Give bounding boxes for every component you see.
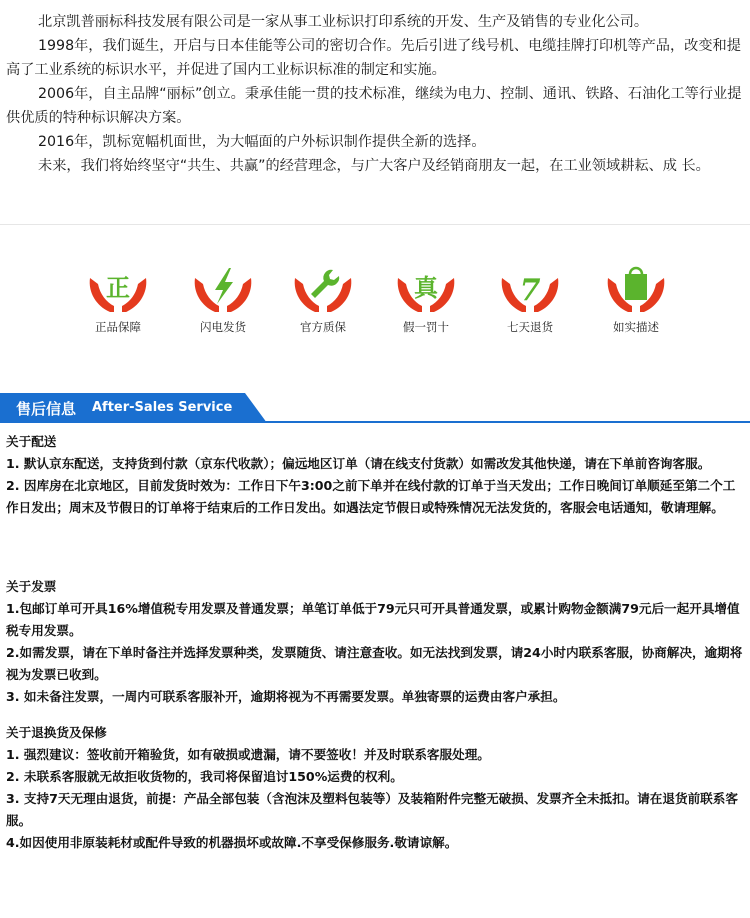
badge-genuine — [80, 262, 156, 334]
company-intro — [6, 10, 744, 178]
section-heading: 关于退换货及保修 — [6, 725, 107, 740]
badge-caption: 官方质保 — [300, 320, 346, 334]
svg-text:正: 正 — [106, 274, 130, 302]
intro-paragraph: 北京凯普丽标科技发展有限公司是一家从事工业标识打印系统的开发、生产及销售的专业化公司。 — [38, 14, 649, 30]
section-heading: 关于发票 — [6, 579, 57, 594]
banner-title-cn: 售后信息 — [16, 400, 77, 418]
section-heading: 关于配送 — [6, 434, 57, 449]
badge-caption: 七天退货 — [507, 320, 553, 334]
svg-text:7: 7 — [519, 273, 541, 308]
badge-lightning — [185, 262, 261, 334]
section-invoice — [6, 576, 746, 708]
intro-paragraph: 未来，我们将始终坚守“共生、共赢”的经营理念，与广大客户及经销商朋友一起，在工业领域耕耘、成 长。 — [38, 158, 710, 174]
badge-caption: 闪电发货 — [200, 320, 246, 334]
genuine-icon — [86, 262, 150, 314]
intro-paragraph: 2016年，凯标宽幅机面世，为大幅面的户外标识制作提供全新的选择。 — [38, 134, 486, 150]
after-sales-banner — [0, 393, 750, 423]
badge-returns — [492, 262, 568, 334]
section-item: 1.包邮订单可开具16%增值税专用发票及普通发票；单笔订单低于79元只可开具普通发票，或累计购物金额满79元后一起开具增值税专用发票。 — [6, 601, 740, 638]
intro-paragraph: 1998年，我们诞生，开启与日本佳能等公司的密切合作。先后引进了线号机、电缆挂牌打印机等产品，改变和提高了工业系统的标识水平，并促进了国内工业标识标准的制定和实施。 — [6, 38, 741, 78]
badge-caption: 如实描述 — [613, 320, 659, 334]
shopping-bag-icon — [604, 262, 668, 314]
wrench-icon — [291, 262, 355, 314]
lightning-icon — [191, 262, 255, 314]
section-delivery — [6, 431, 746, 519]
badge-caption: 正品保障 — [95, 320, 141, 334]
svg-text:真: 真 — [414, 274, 438, 302]
seven-days-icon — [498, 262, 562, 314]
section-item: 2.如需发票，请在下单时备注并选择发票种类，发票随货、请注意查收。如无法找到发票，请24小时内联系客服，协商解决，逾期将视为发票已收到。 — [6, 645, 743, 682]
badge-caption: 假一罚十 — [403, 320, 449, 334]
badge-authentic — [388, 262, 464, 334]
badge-warranty — [285, 262, 361, 334]
intro-paragraph: 2006年，自主品牌“丽标”创立。秉承佳能一贯的技术标准，继续为电力、控制、通讯、铁路、石油化工等行业提供优质的特种标识解决方案。 — [6, 86, 742, 126]
section-item: 1. 强烈建议：签收前开箱验货，如有破损或遗漏，请不要签收！并及时联系客服处理。 — [6, 747, 490, 762]
section-item: 4.如因使用非原装耗材或配件导致的机器损坏或故障.不享受保修服务.敬请谅解。 — [6, 835, 458, 850]
true-icon — [394, 262, 458, 314]
section-item: 2. 未联系客服就无故拒收货物的，我司将保留追讨150%运费的权利。 — [6, 769, 403, 784]
banner-title-en: After-Sales Service — [92, 400, 233, 415]
divider — [0, 224, 750, 225]
badge-description — [598, 262, 674, 334]
section-item: 3. 支持7天无理由退货，前提：产品全部包装（含泡沫及塑料包装等）及装箱附件完整无破损、发票齐全未抵扣。请在退货前联系客服。 — [6, 791, 738, 828]
section-item: 3. 如未备注发票，一周内可联系客服补开，逾期将视为不再需要发票。单独寄票的运费由客户承担。 — [6, 689, 566, 704]
section-returns — [6, 722, 746, 854]
section-item: 2. 因库房在北京地区，目前发货时效为：工作日下午3:00之前下单并在线付款的订单于当天发出；工作日晚间订单顺延至第二个工作日发出；周末及节假日的订单将于结束后的工作日发出。如遇法定节假日或特殊情况无法发货的，客服会电话通知，敬请理解。 — [6, 478, 736, 515]
service-badges — [80, 262, 690, 352]
section-item: 1. 默认京东配送，支持货到付款（京东代收款）；偏远地区订单（请在线支付货款）如需改发其他快递，请在下单前咨询客服。 — [6, 456, 711, 471]
